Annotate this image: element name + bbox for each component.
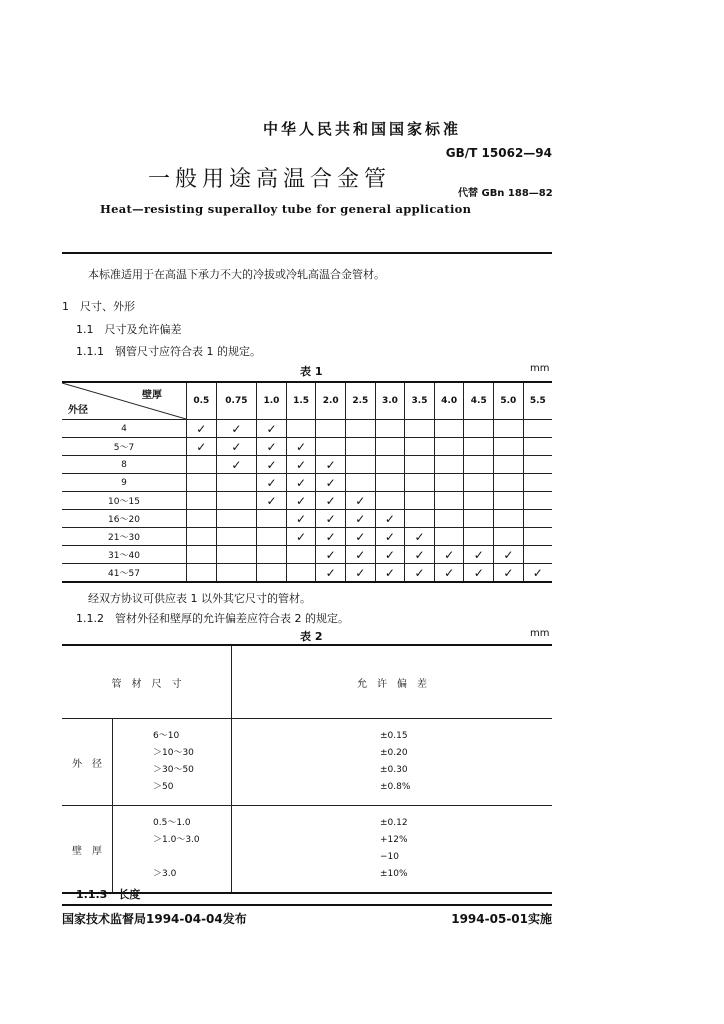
table1-cell [216,546,257,564]
table2-group-label: 壁 厚 [72,845,102,857]
check-mark-icon: ✓ [325,475,336,490]
check-mark-icon: ✓ [266,457,277,472]
table1-outer-diameter: 31～40 [62,546,187,564]
table1-wall-thickness-header: 1.5 [286,382,316,420]
table1-cell [316,474,346,492]
table2-range: 6～10 [153,731,180,741]
table1-cell [187,474,217,492]
table1-row [62,474,552,492]
check-mark-icon: ✓ [532,565,543,580]
check-mark-icon: ✓ [266,493,277,508]
table1-cell [346,492,376,510]
check-mark-icon: ✓ [196,439,207,454]
table2-range: ＞10～30 [153,748,194,758]
table1-cell [346,528,376,546]
table1-wall-thickness-header: 1.0 [257,382,287,420]
table1-note: 经双方协议可供应表 1 以外其它尺寸的管材。 [88,592,311,605]
table1-cell [434,564,464,583]
check-mark-icon: ✓ [196,421,207,436]
table2-tolerance: ±0.8% [380,782,411,792]
table1-cell [405,492,435,510]
table1-wall-thickness-header: 2.0 [316,382,346,420]
table1-corner-cell [62,382,187,420]
check-mark-icon: ✓ [355,511,366,526]
table1-cell [375,564,405,583]
check-mark-icon: ✓ [503,547,514,562]
table2-range: 0.5～1.0 [153,818,191,828]
table2-tolerance: +12% [380,835,408,845]
table1-cell [257,456,287,474]
section-1-heading: 1 尺寸、外形 [62,300,135,313]
table1-cell [375,420,405,438]
table1-row [62,546,552,564]
table2-tolerance: ±0.30 [380,765,408,775]
table1-cell [216,528,257,546]
table1-cell [523,510,552,528]
table1-cell [257,420,287,438]
table2-tolerance: ±0.12 [380,818,408,828]
check-mark-icon: ✓ [325,547,336,562]
check-mark-icon: ✓ [384,547,395,562]
section-1-1-heading: 1.1 尺寸及允许偏差 [76,323,182,336]
table1-outer-diameter: 41～57 [62,564,187,583]
check-mark-icon: ✓ [296,493,307,508]
table1-row [62,528,552,546]
table2-row-wall [62,806,552,894]
table1-cell [346,510,376,528]
table1-cell [216,492,257,510]
document-title-en: Heat—resisting superalloy tube for general application [100,202,472,216]
table1-cell [257,546,287,564]
table1-cell [464,510,494,528]
table1-row [62,564,552,583]
issue-date: 国家技术监督局1994-04-04发布 [62,912,247,926]
check-mark-icon: ✓ [414,565,425,580]
table1-cell [346,438,376,456]
table1-outer-diameter: 4 [62,420,187,438]
table1-cell [434,420,464,438]
table1-cell [523,546,552,564]
table1-outer-diameter: 5～7 [62,438,187,456]
table1-cell [434,456,464,474]
table1-cell [434,438,464,456]
table1-cell [464,546,494,564]
footer-rule [62,904,552,906]
table1-cell [434,546,464,564]
table1-wall-thickness-header: 3.5 [405,382,435,420]
table1-cell [405,564,435,583]
table2-tolerance: ±0.15 [380,731,408,741]
table2-range: ＞3.0 [153,869,177,879]
table1-cell [523,528,552,546]
table1-cell [375,474,405,492]
table1-cell [434,492,464,510]
table1-cell [464,456,494,474]
table1-cell [375,510,405,528]
check-mark-icon: ✓ [444,547,455,562]
table1-row [62,492,552,510]
tube-size-table [62,381,552,583]
table2-row-od [62,719,552,806]
scope-paragraph: 本标准适用于在高温下承力不大的冷拔或冷轧高温合金管材。 [88,268,385,281]
table2-header-tolerance: 允 许 偏 差 [232,645,553,719]
table1-cell [257,438,287,456]
table1-cell [286,510,316,528]
document-title-cn: 一般用途高温合金管 [148,167,392,192]
check-mark-icon: ✓ [414,529,425,544]
check-mark-icon: ✓ [296,511,307,526]
table1-cell [187,510,217,528]
table1-cell [216,510,257,528]
table1-cell [464,564,494,583]
replaces-note: 代替 GBn 188—82 [458,188,553,199]
table1-cell [464,492,494,510]
table1-cell [405,510,435,528]
table1-cell [346,420,376,438]
table1-wall-thickness-header: 3.0 [375,382,405,420]
table1-cell [494,474,524,492]
table1-cell [346,564,376,583]
table1-cell [405,546,435,564]
table1-cell [523,420,552,438]
table1-cell [494,546,524,564]
table1-row [62,420,552,438]
table1-cell [316,438,346,456]
table1-cell [257,492,287,510]
table1-cell [434,474,464,492]
table1-cell [187,438,217,456]
table1-cell [375,492,405,510]
check-mark-icon: ✓ [266,475,277,490]
table1-corner-od-label: 外径 [68,405,88,416]
check-mark-icon: ✓ [325,511,336,526]
table1-cell [464,528,494,546]
table1-outer-diameter: 10～15 [62,492,187,510]
table1-cell [286,564,316,583]
tolerance-table [62,644,552,894]
table1-cell [464,438,494,456]
table1-cell [523,456,552,474]
table1-cell [257,528,287,546]
table1-cell [286,474,316,492]
table1-cell [257,474,287,492]
section-1-1-1-heading: 1.1.1 钢管尺寸应符合表 1 的规定。 [76,345,261,358]
table1-cell [286,492,316,510]
check-mark-icon: ✓ [231,439,242,454]
check-mark-icon: ✓ [355,529,366,544]
table1-cell [316,510,346,528]
standard-code: GB/T 15062—94 [445,146,552,160]
check-mark-icon: ✓ [473,565,484,580]
table1-cell [523,474,552,492]
table1-row [62,456,552,474]
table1-cell [216,420,257,438]
table1-cell [494,438,524,456]
check-mark-icon: ✓ [266,439,277,454]
table1-cell [316,528,346,546]
effective-date: 1994-05-01实施 [451,912,552,926]
table1-cell [405,528,435,546]
table1-cell [187,564,217,583]
table1-row [62,438,552,456]
check-mark-icon: ✓ [325,565,336,580]
table1-cell [434,528,464,546]
table1-cell [494,420,524,438]
table2-tolerance: ±10% [380,869,408,879]
table2-caption: 表 2 [300,630,323,643]
table1-cell [405,420,435,438]
table1-cell [494,528,524,546]
issuing-organization: 中华人民共和国国家标准 [262,120,461,138]
table1-cell [216,438,257,456]
table2-range [113,849,231,866]
check-mark-icon: ✓ [231,421,242,436]
table2-tolerance: ±0.20 [380,748,408,758]
check-mark-icon: ✓ [296,529,307,544]
table1-cell [286,438,316,456]
table1-cell [523,438,552,456]
table1-cell [464,420,494,438]
check-mark-icon: ✓ [355,493,366,508]
table1-wall-thickness-header: 0.5 [187,382,217,420]
table1-cell [405,438,435,456]
section-1-1-2-heading: 1.1.2 管材外径和壁厚的允许偏差应符合表 2 的规定。 [76,612,349,625]
check-mark-icon: ✓ [384,565,395,580]
section-1-1-3-heading: 1.1.3 长度 [76,888,141,901]
table1-cell [523,492,552,510]
table1-unit: mm [530,363,550,374]
check-mark-icon: ✓ [414,547,425,562]
table1-cell [494,456,524,474]
check-mark-icon: ✓ [296,457,307,472]
table1-cell [375,438,405,456]
table1-cell [257,510,287,528]
table1-wall-thickness-header: 5.5 [523,382,552,420]
table1-outer-diameter: 16～20 [62,510,187,528]
table1-cell [286,546,316,564]
table1-cell [405,474,435,492]
table1-cell [257,564,287,583]
table2-range: ＞50 [153,782,174,792]
check-mark-icon: ✓ [355,565,366,580]
table1-cell [216,456,257,474]
table1-cell [187,456,217,474]
table2-unit: mm [530,628,550,639]
check-mark-icon: ✓ [384,511,395,526]
table1-wall-thickness-header: 4.0 [434,382,464,420]
table1-cell [375,456,405,474]
table1-cell [494,492,524,510]
table1-cell [187,492,217,510]
table1-cell [494,510,524,528]
check-mark-icon: ✓ [296,475,307,490]
check-mark-icon: ✓ [384,529,395,544]
table1-cell [316,564,346,583]
table1-header-row [62,382,552,420]
table1-cell [316,420,346,438]
table1-cell [346,456,376,474]
table1-cell [375,546,405,564]
table1-cell [286,528,316,546]
table1-cell [464,474,494,492]
table1-corner-wall-label: 壁厚 [142,390,162,401]
table1-cell [523,564,552,583]
table1-outer-diameter: 21～30 [62,528,187,546]
table1-outer-diameter: 8 [62,456,187,474]
table2-group-label: 外 径 [72,758,102,770]
check-mark-icon: ✓ [355,547,366,562]
table1-cell [405,456,435,474]
table1-wall-thickness-header: 5.0 [494,382,524,420]
table2-header-size: 管 材 尺 寸 [62,645,232,719]
table1-cell [346,474,376,492]
table1-cell [216,474,257,492]
table2-tolerance: −10 [380,852,399,862]
table1-wall-thickness-header: 2.5 [346,382,376,420]
table1-cell [375,528,405,546]
table1-cell [316,546,346,564]
table1-cell [316,456,346,474]
table1-cell [286,456,316,474]
table1-cell [346,546,376,564]
check-mark-icon: ✓ [325,529,336,544]
table1-cell [434,510,464,528]
table2-range: ＞1.0～3.0 [153,835,200,845]
table1-row [62,510,552,528]
table1-cell [316,492,346,510]
table1-outer-diameter: 9 [62,474,187,492]
check-mark-icon: ✓ [325,493,336,508]
table1-wall-thickness-header: 0.75 [216,382,257,420]
table1-cell [187,420,217,438]
table1-cell [494,564,524,583]
check-mark-icon: ✓ [266,421,277,436]
table1-cell [187,546,217,564]
check-mark-icon: ✓ [231,457,242,472]
check-mark-icon: ✓ [444,565,455,580]
table1-caption: 表 1 [300,365,323,378]
check-mark-icon: ✓ [473,547,484,562]
check-mark-icon: ✓ [325,457,336,472]
check-mark-icon: ✓ [296,439,307,454]
header-rule [62,252,552,254]
table1-cell [216,564,257,583]
table1-wall-thickness-header: 4.5 [464,382,494,420]
table2-range: ＞30～50 [153,765,194,775]
table1-cell [286,420,316,438]
check-mark-icon: ✓ [503,565,514,580]
table1-cell [187,528,217,546]
